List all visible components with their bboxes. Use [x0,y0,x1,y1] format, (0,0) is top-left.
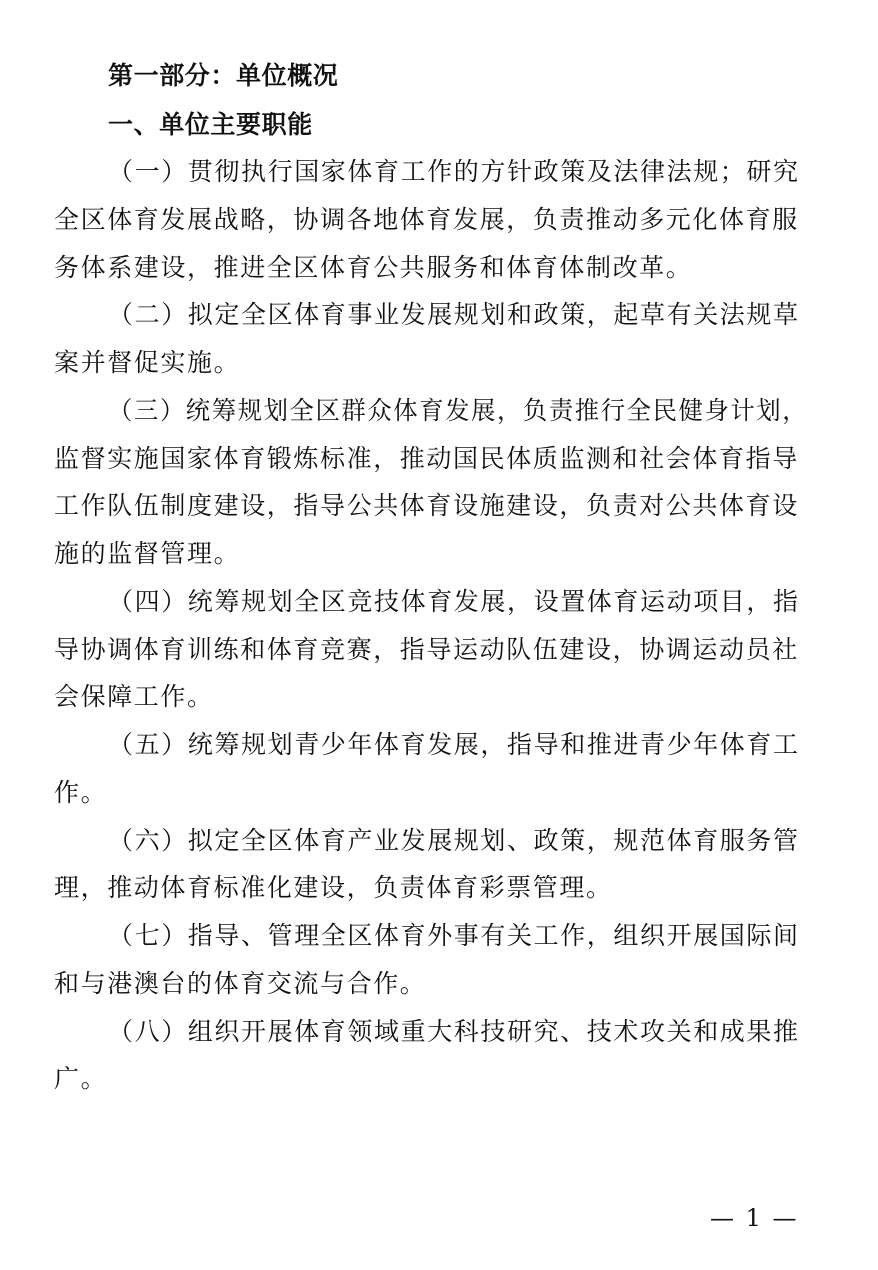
paragraph-line: （八）组织开展体育领域重大科技研究、技术攻关和成果推 [108,1017,800,1046]
paragraph-line: （七）指导、管理全区体育外事有关工作，组织开展国际间 [108,921,800,950]
paragraph-line: 案并督促实施。 [54,348,241,377]
paragraph-line: 理，推动体育标准化建设，负责体育彩票管理。 [54,873,613,902]
paragraph-line: 广。 [54,1064,108,1093]
paragraph-line: （一）贯彻执行国家体育工作的方针政策及法律法规；研究 [108,157,800,186]
paragraph-line: 监督实施国家体育锻炼标准，推动国民体质监测和社会体育指导 [54,444,799,473]
subsection-title: 一、单位主要职能 [108,110,313,139]
paragraph-line: （六）拟定全区体育产业发展规划、政策，规范体育服务管 [108,826,800,855]
paragraph-line: 务体系建设，推进全区体育公共服务和体育体制改革。 [54,253,693,282]
paragraph-line: （二）拟定全区体育事业发展规划和政策，起草有关法规草 [108,300,800,329]
paragraph-line: 全区体育发展战略，协调各地体育发展，负责推动多元化体育服 [54,205,799,234]
section-title: 第一部分：单位概况 [108,61,339,90]
paragraph-line: （四）统筹规划全区竞技体育发展，设置体育运动项目，指 [108,587,800,616]
paragraph-line: 工作队伍制度建设，指导公共体育设施建设，负责对公共体育设 [54,491,799,520]
paragraph-line: 和与港澳台的体育交流与合作。 [54,969,427,998]
paragraph-line: 作。 [54,778,108,807]
paragraph-line: 施的监督管理。 [54,539,241,568]
paragraph-line: （五）统筹规划青少年体育发展，指导和推进青少年体育工 [108,730,800,759]
page-number: — 1 — [710,1204,799,1232]
paragraph-line: （三）统筹规划全区群众体育发展，负责推行全民健身计划， [108,396,809,425]
paragraph-line: 导协调体育训练和体育竞赛，指导运动队伍建设，协调运动员社 [54,635,799,664]
paragraph-line: 会保障工作。 [54,682,214,711]
